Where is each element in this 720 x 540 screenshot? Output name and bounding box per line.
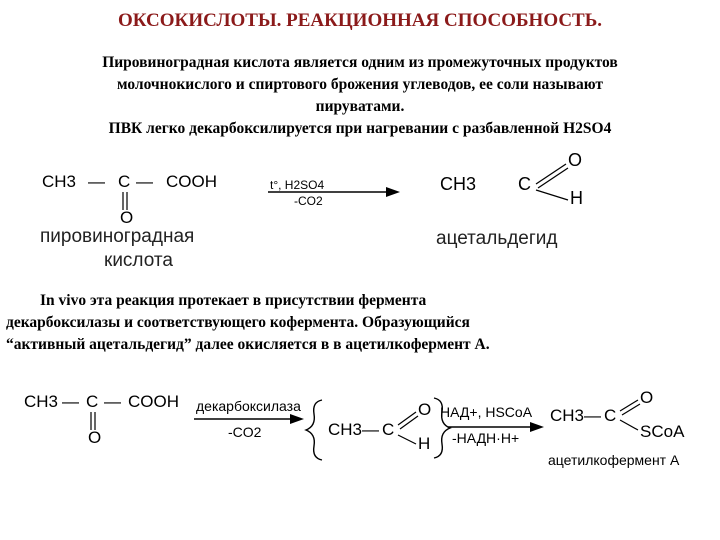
intro-line: молочнокислого и спиртового брожения углеводов, ее соли называют bbox=[116, 76, 604, 93]
r2-enzyme-co2: -CO2 bbox=[228, 424, 262, 440]
r2-product-oxygen: O bbox=[640, 388, 654, 407]
r2-product-name: ацетилкофермент А bbox=[548, 452, 680, 468]
r1-reactant-dash: — bbox=[88, 172, 105, 191]
r1-product-hydrogen: H bbox=[570, 188, 583, 208]
r2-product-ch3: CH3 bbox=[550, 406, 585, 425]
r2-intermediate-dash: — bbox=[362, 420, 379, 439]
invivo-line: “активный ацетальдегид” далее окисляется в в ацетилкофермент А. bbox=[6, 336, 490, 353]
r1-conditions-bottom: -CO2 bbox=[294, 194, 323, 208]
intro-line: пируватами. bbox=[315, 98, 405, 115]
r2-product-scoa: SCoA bbox=[640, 422, 685, 441]
r2-intermediate-left-brace bbox=[306, 400, 322, 460]
r1-product-ch3: CH3 bbox=[440, 174, 477, 194]
r1-reaction-arrow bbox=[268, 187, 400, 197]
r2-intermediate-hydrogen: H bbox=[418, 434, 431, 453]
r2-second-arrow bbox=[448, 422, 544, 432]
r1-reactant-carbon: C bbox=[118, 172, 131, 191]
r2-product-bonds bbox=[620, 400, 640, 430]
slide-title: ОКСОКИСЛОТЫ. РЕАКЦИОННАЯ СПОСОБНОСТЬ. bbox=[117, 10, 603, 31]
r2-intermediate-oxygen: O bbox=[418, 400, 432, 419]
r1-reactant-oxygen: O bbox=[120, 208, 134, 227]
r2-carbonyl-bond bbox=[91, 412, 95, 430]
r2-intermediate-carbon: C bbox=[382, 420, 395, 439]
r2-reactant-carboxyl: COOH bbox=[128, 392, 179, 411]
r2-product-carbon: C bbox=[604, 406, 617, 425]
r2-reactant-oxygen: O bbox=[88, 428, 102, 447]
r2-reactant-dash: — bbox=[62, 392, 79, 411]
r2-first-arrow bbox=[194, 414, 304, 424]
r2-intermediate-bonds bbox=[398, 412, 418, 444]
r1-reactant-name: пировиноградная bbox=[40, 226, 195, 247]
intro-line: Пировиноградная кислота является одним из промежуточных продуктов bbox=[102, 54, 618, 71]
r1-product-carbon: C bbox=[518, 174, 531, 194]
r1-reactant-carboxyl: COOH bbox=[166, 172, 217, 191]
r1-conditions-top: t°, H2SO4 bbox=[270, 178, 325, 192]
r2-intermediate-right-brace bbox=[434, 398, 450, 458]
r2-enzyme-label: декарбоксилаза bbox=[196, 398, 301, 414]
r2-intermediate-ch3: CH3 bbox=[328, 420, 363, 439]
r1-reactant-name: кислота bbox=[104, 250, 173, 271]
r2-product-dash: — bbox=[584, 406, 601, 425]
r1-reactant-ch3: CH3 bbox=[42, 172, 77, 191]
r2-reactant-ch3: CH3 bbox=[24, 392, 59, 411]
r2-reactant-dash: — bbox=[104, 392, 121, 411]
r1-carbonyl-bond bbox=[123, 192, 127, 210]
invivo-line: In vivo эта реакция протекает в присутствии фермента bbox=[40, 292, 427, 309]
r1-product-oxygen: O bbox=[568, 150, 583, 170]
r2-step2-reagents: НАД+, HSCoA bbox=[440, 404, 533, 420]
r1-product-name: ацетальдегид bbox=[436, 228, 558, 249]
r2-step2-byproduct: -НАДН·Н+ bbox=[452, 430, 520, 446]
invivo-line: декарбоксилазы и соответствующего кофермента. Образующийся bbox=[6, 314, 470, 331]
r1-product-bonds bbox=[536, 164, 568, 200]
intro-line: ПВК легко декарбоксилируется при нагревании с разбавленной H2SO4 bbox=[108, 120, 612, 137]
r2-reactant-carbon: C bbox=[86, 392, 99, 411]
r1-reactant-dash: — bbox=[136, 172, 153, 191]
